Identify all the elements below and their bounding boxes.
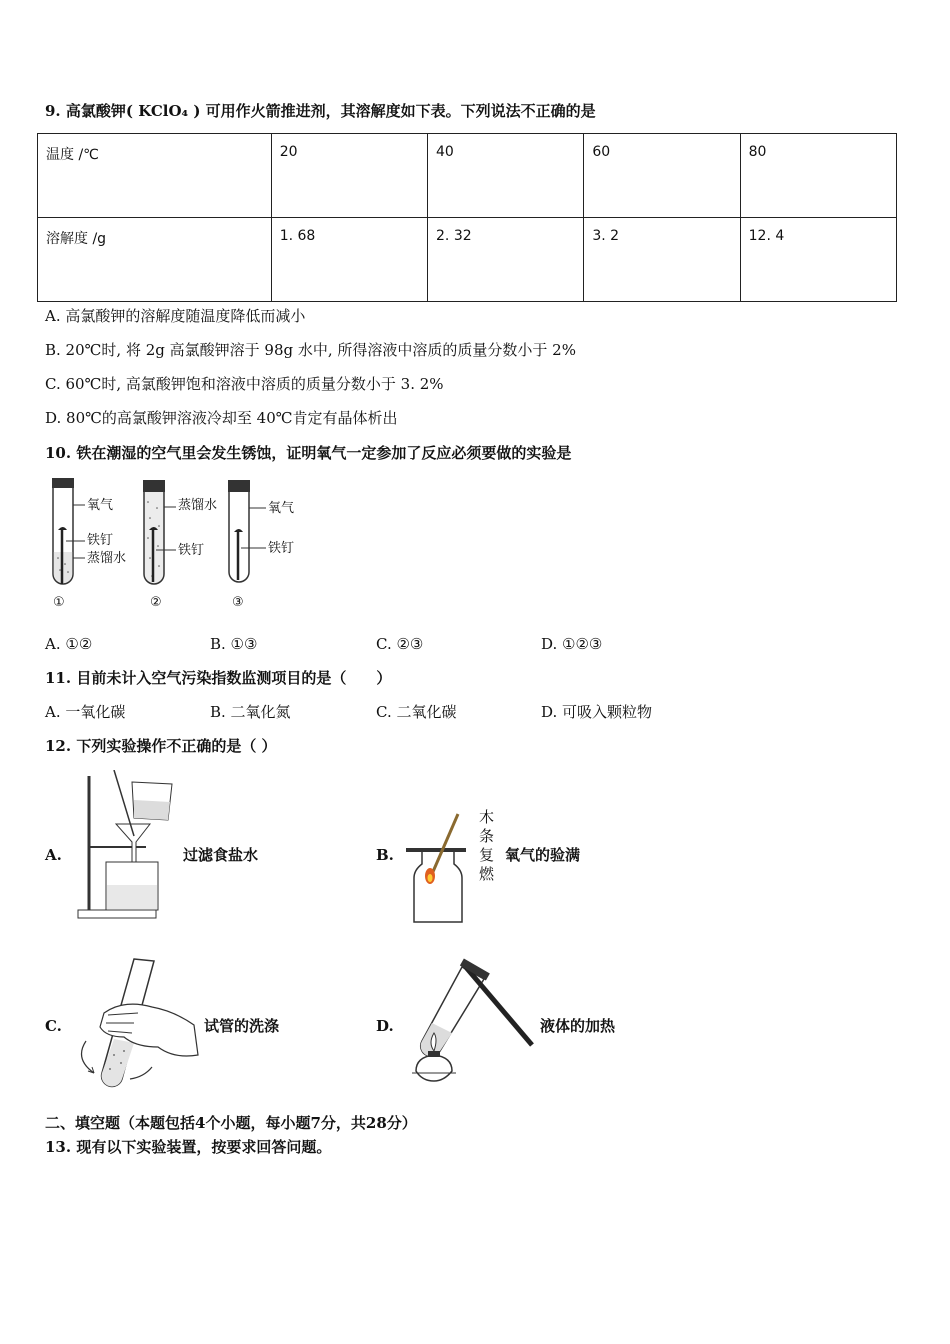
q11-option-a: A. 一氧化碳	[45, 703, 126, 721]
q12-label-a: A.	[45, 846, 62, 864]
tube1-label-oxygen: 氧气	[87, 498, 114, 513]
q9-stem: 9. 高氯酸钾( KClO₄ ) 可用作火箭推进剂，其溶解度如下表。下列说法不正确的是	[45, 102, 596, 120]
q9-option-a: A. 高氯酸钾的溶解度随温度降低而减小	[45, 307, 306, 325]
q12-label-b: B.	[376, 846, 394, 864]
filtration-apparatus-icon	[74, 770, 184, 922]
q12-label-d: D.	[376, 1017, 394, 1035]
q11-option-b: B. 二氧化氮	[210, 703, 291, 721]
table-row	[38, 218, 897, 302]
tube3-label-nail: 铁钉	[268, 541, 295, 556]
tube2-number: ②	[150, 595, 162, 610]
q10-option-a: A. ①②	[45, 635, 93, 653]
table-cell: 60	[584, 134, 740, 218]
q12-caption-c: 试管的洗涤	[204, 1017, 280, 1035]
q9-option-d: D. 80℃的高氯酸钾溶液冷却至 40℃肯定有晶体析出	[45, 409, 398, 427]
table-cell: 溶解度 /g	[38, 218, 272, 302]
section-title: 二、填空题（本题包括4个小题，每小题7分，共28分）	[45, 1114, 417, 1132]
test-tube-washing-icon	[74, 955, 204, 1090]
q10-option-b: B. ①③	[210, 635, 258, 653]
tube1-label-nail: 铁钉	[87, 533, 114, 548]
tube1-number: ①	[53, 595, 65, 610]
q10-stem: 10. 铁在潮湿的空气里会发生锈蚀，证明氧气一定参加了反应必须要做的实验是	[45, 444, 572, 462]
table-cell: 3. 2	[584, 218, 740, 302]
q12-caption-a: 过滤食盐水	[183, 846, 259, 864]
q9-option-c: C. 60℃时, 高氯酸钾饱和溶液中溶质的质量分数小于 3. 2%	[45, 375, 444, 393]
q9-option-b: B. 20℃时, 将 2g 高氯酸钾溶于 98g 水中, 所得溶液中溶质的质量分数小于 2%	[45, 341, 576, 359]
q11-option-d: D. 可吸入颗粒物	[541, 703, 653, 721]
table-cell: 40	[428, 134, 584, 218]
test-tube-3-icon	[228, 480, 266, 582]
solubility-table	[37, 133, 897, 302]
q10-option-d: D. ①②③	[541, 635, 603, 653]
tube3-label-oxygen: 氧气	[268, 501, 295, 516]
table-cell: 温度 /℃	[38, 134, 272, 218]
tube1-label-water: 蒸馏水	[87, 551, 127, 566]
q12-stem: 12. 下列实验操作不正确的是（ ）	[45, 737, 277, 755]
q12-label-c: C.	[45, 1017, 62, 1035]
q12-caption-d: 液体的加热	[540, 1017, 616, 1035]
q13-stem: 13. 现有以下实验装置，按要求回答问题。	[45, 1138, 332, 1156]
q11-option-c: C. 二氧化碳	[376, 703, 457, 721]
tube2-label-nail: 铁钉	[178, 543, 205, 558]
heating-liquid-icon	[404, 955, 538, 1089]
tube2-label-water: 蒸馏水	[178, 498, 218, 513]
table-cell: 2. 32	[428, 218, 584, 302]
q11-stem: 11. 目前未计入空气污染指数监测项目的是（ ）	[45, 669, 392, 687]
gas-jar-icon	[404, 812, 480, 926]
wood-reignite-label: 木 条 复 燃	[479, 808, 495, 883]
table-cell: 20	[271, 134, 427, 218]
table-cell: 1. 68	[271, 218, 427, 302]
test-tube-1-icon	[52, 478, 85, 584]
table-cell: 80	[740, 134, 896, 218]
q12-caption-b: 氧气的验满	[505, 846, 581, 864]
q10-option-c: C. ②③	[376, 635, 424, 653]
table-cell: 12. 4	[740, 218, 896, 302]
tube3-number: ③	[232, 595, 244, 610]
test-tube-2-icon	[143, 480, 176, 584]
table-row	[38, 134, 897, 218]
